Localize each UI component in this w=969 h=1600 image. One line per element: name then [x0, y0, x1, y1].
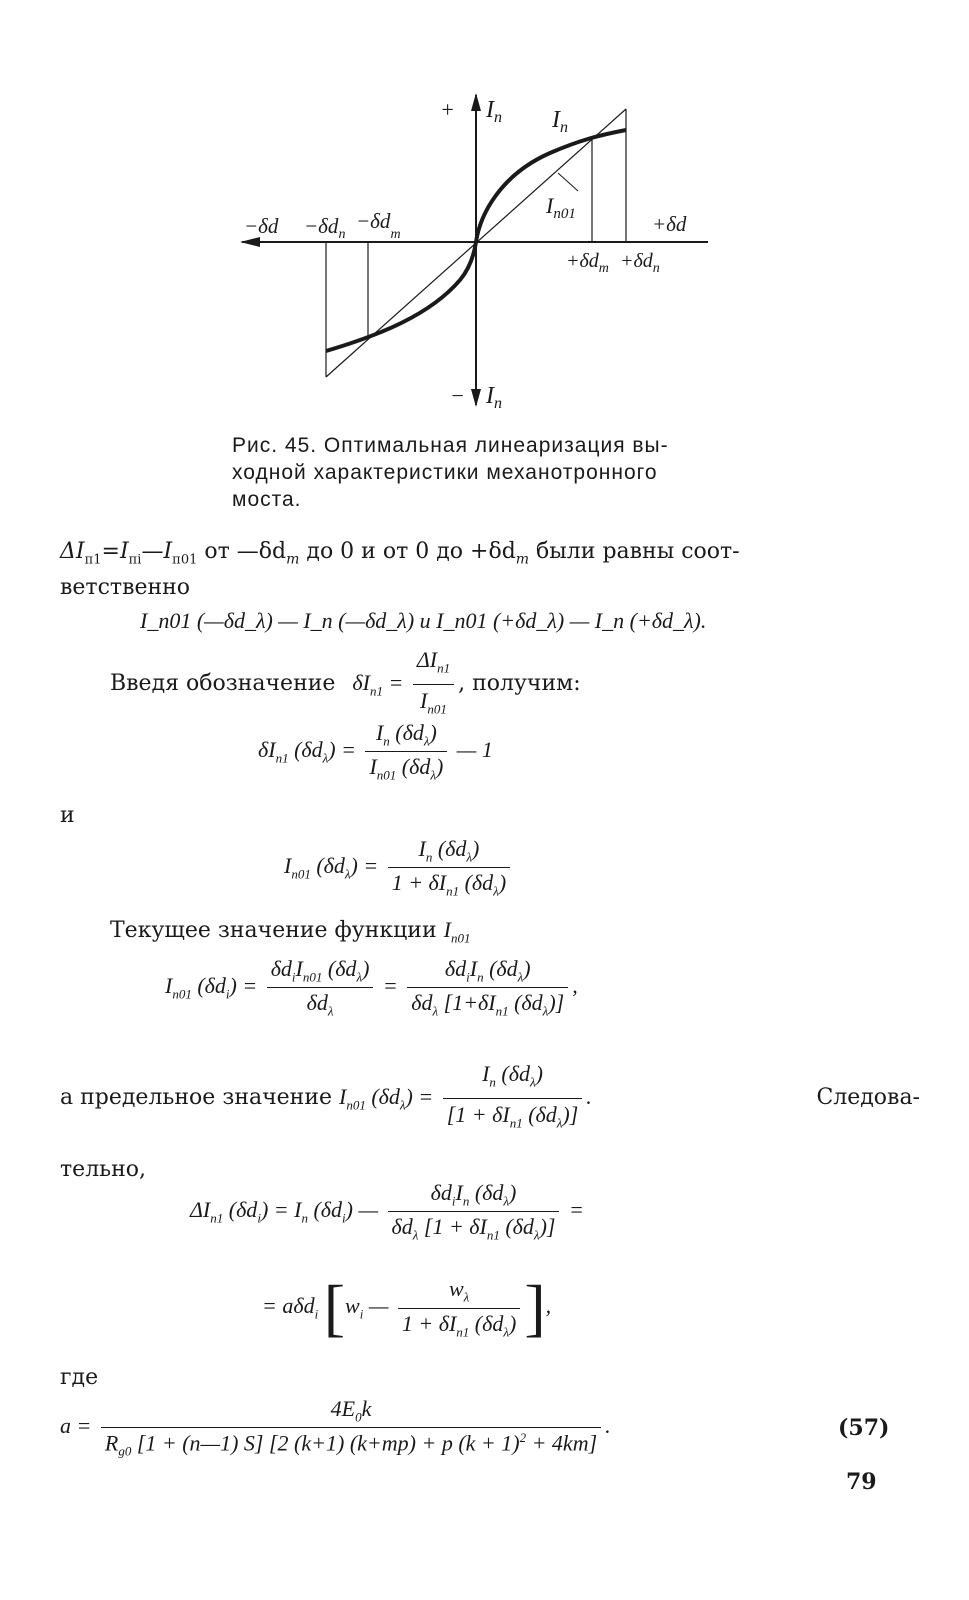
label-minus-delta-dm: $-\delta d_m$ [356, 209, 401, 242]
equation-current-value: $I_{п01}$ $(\delta d_i)$ = $\frac{\delta d_iI_{п01} (\delta d_\lambda)}{\delta d_\lambda}$ = $\frac{\delta d_iI_п (\delta d_\lambda)}{\delta d_\lambda [1+\delta I_{п1} (\delta d_\lambda)]}$ , [165, 956, 578, 1019]
consequently-text: тельно, [60, 1157, 147, 1182]
label-minus-delta-dn: $-\delta d_n$ [304, 214, 346, 242]
label-plus-delta-dm: $+\delta d_m$ [566, 250, 609, 276]
where-text: где [60, 1365, 99, 1390]
label-plus: + [440, 97, 455, 122]
equation-differences: I_п01 (—δd_λ) — I_п (—δd_λ) и I_п01 (+δd_λ) — I_п (+δd_λ). [140, 608, 707, 633]
vertical-axis-arrow-bottom [471, 389, 481, 407]
caption-line-1: Рис. 45. Оптимальная линеаризация вы- [232, 434, 669, 457]
paragraph-line-2: ветственно [60, 575, 191, 601]
limit-value-line: а предельное значение $I_{п01}$ $(\delta d_\lambda)$ = $\frac{I_п (\delta d_\lambda)}{[1 + \delta I_{п1} (\delta d_\lambda)]}$ . Следова- [60, 1061, 920, 1131]
caption-line-3: моста. [232, 488, 302, 511]
paragraph-delta-definition [60, 538, 920, 602]
label-in-top: $I_n$ [486, 97, 502, 126]
label-in01: $I_{n01}$ [546, 193, 576, 222]
figure-45-graph [230, 85, 730, 415]
label-plus-delta-dn: $+\delta d_n$ [620, 250, 660, 276]
label-minus-delta-d: −δd [244, 214, 279, 238]
equation-delta-i-current: $\Delta I_{п1}$ $(\delta d_i) = I_п$ $(\delta d_i)$ — $\frac{\delta d_iI_п (\delta d_\lambda)}{\delta d_\lambda [1 + \delta I_{п1} (\delta d_\lambda)]}$ = [190, 1180, 584, 1243]
caption-line-2: ходной характеристики механотронного [232, 461, 658, 484]
leader-in01 [558, 173, 578, 191]
vertical-axis-arrow-top [471, 93, 481, 111]
label-in-bottom: $I_n$ [486, 383, 502, 412]
equation-number: (57) [838, 1415, 890, 1441]
equation-i01: $I_{п01}$ $(\delta d_\lambda)$ = $\frac{I_п (\delta d_\lambda)}{1 + \delta I_{п1} (\delta d_\lambda)}$ [284, 836, 514, 900]
notation-intro: Введя обозначение $\delta I_{п1}$ = $\frac{\Delta I_{п1}}{I_{п01}}$ , получим: [110, 647, 581, 717]
label-minus: − [450, 383, 465, 408]
equation-57: a = $\frac{4E_0k}{R_{g0} [1 + (n—1) S] [2 (k+1) (k+mp) + p (k + 1)^2 + 4km]}$ . [60, 1396, 611, 1460]
delta-i-definition: $\delta I_{п1}$ = $\frac{\Delta I_{п1}}{I_{п01}}$ [352, 670, 458, 695]
equation-delta-i: $\delta I_{п1}$ $(\delta d_\lambda)$ = $\frac{I_п (\delta d_\lambda)}{I_{п01} (\delta d_\lambda)}$ — 1 [258, 720, 493, 783]
paragraph-line-1: $\Delta I_{п1}=I_{пi}—I_{п01}$ от $—\delta d_m$ до 0 и от 0 до $+\delta d_m$ были равны соот- [60, 539, 740, 568]
label-in-curve: $I_n$ [552, 107, 568, 136]
page-number: 79 [846, 1469, 877, 1495]
label-plus-delta-d: +δd [652, 212, 687, 236]
horizontal-axis-arrow-left [240, 237, 260, 247]
conjunction-and: и [60, 803, 75, 828]
equation-bracket-form: = aδd$_i$ [$w_i$ — $\frac{w_\lambda}{1 + \delta I_{п1} (\delta d_\lambda)}$ ], [262, 1272, 552, 1343]
figure-caption [232, 432, 752, 513]
current-value-text: Текущее значение функции $I_{п01}$ [110, 917, 471, 946]
